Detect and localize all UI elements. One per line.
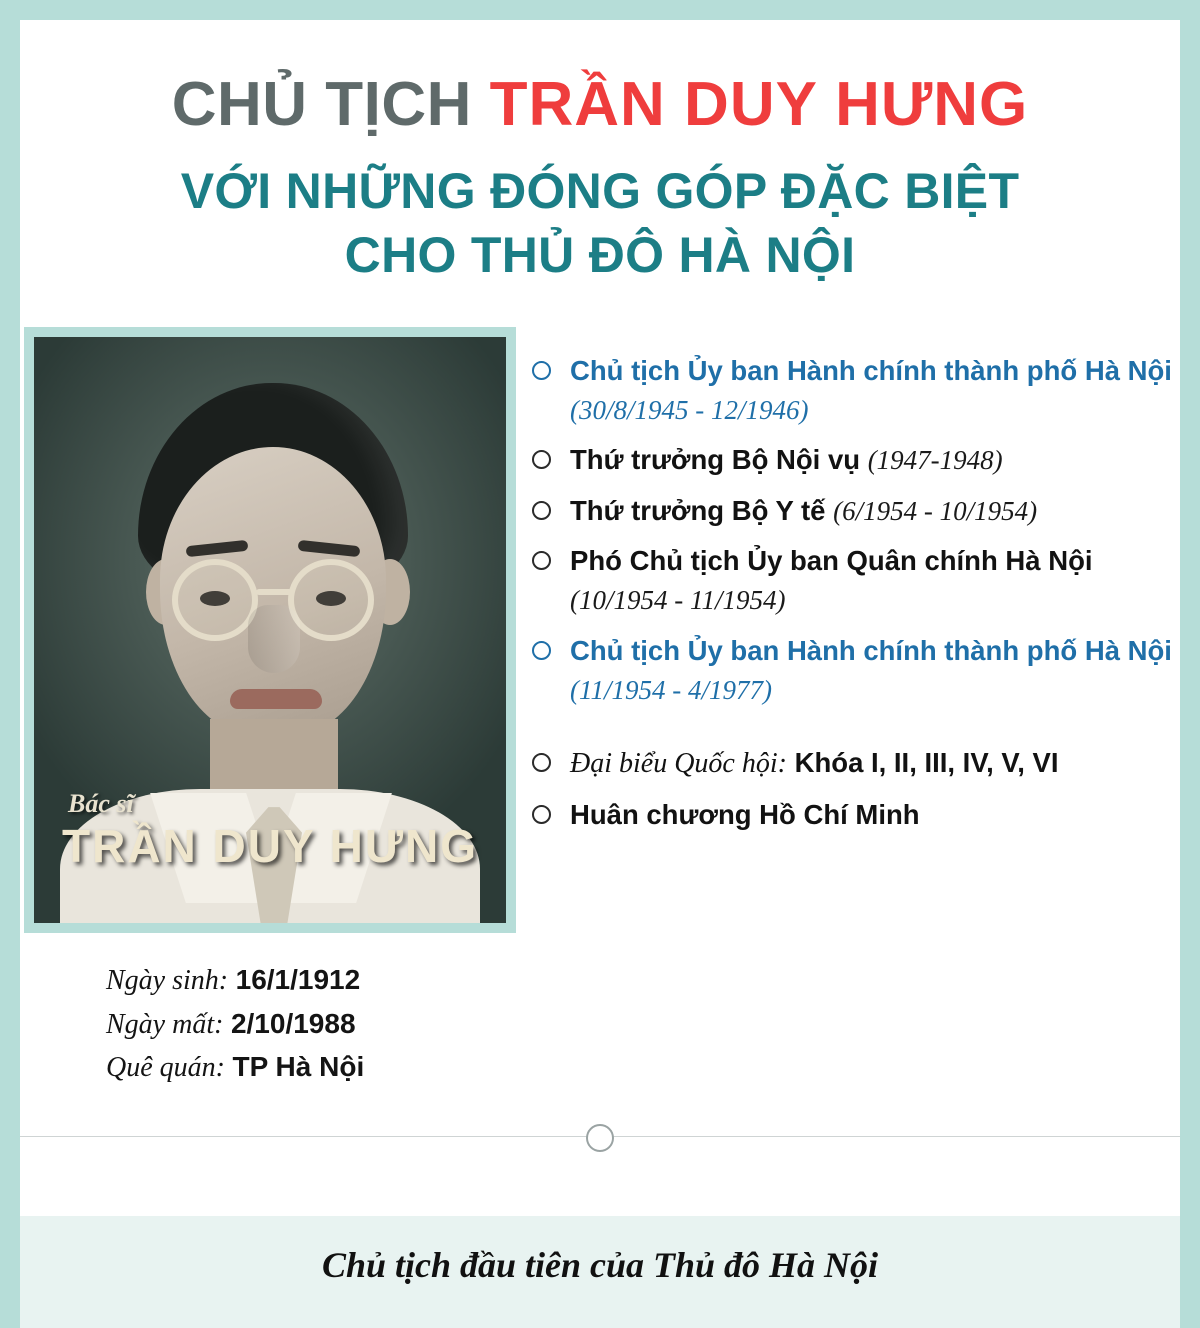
portrait-glasses-left [172, 559, 258, 641]
fact-label-birth: Ngày sinh: [106, 965, 229, 997]
list-item [530, 491, 1180, 530]
circle-bullet-icon [532, 361, 551, 380]
circle-bullet-icon [532, 551, 551, 570]
right-column [520, 327, 1180, 845]
body-area [20, 327, 1180, 1090]
circle-bullet-icon [532, 805, 551, 824]
role-title: Chủ tịch Ủy ban Hành chính thành phố Hà Nội [570, 355, 1172, 387]
role-title: Phó Chủ tịch Ủy ban Quân chính Hà Nội [570, 545, 1093, 577]
role-title: Chủ tịch Ủy ban Hành chính thành phố Hà Nội [570, 634, 1172, 666]
main-title-line [20, 72, 1180, 137]
photo-caption-large: TRẦN DUY HƯNG [62, 820, 478, 873]
section-divider [20, 1108, 1180, 1164]
photo-caption-small: Bác sĩ [68, 789, 134, 819]
list-item [530, 631, 1180, 709]
frame-border-left [0, 0, 20, 1328]
title-prefix: CHỦ TỊCH [171, 70, 472, 139]
frame-border-top [0, 0, 1200, 20]
title-person-name: TRẦN DUY HƯNG [489, 70, 1029, 139]
extra-role-label: Đại biểu Quốc hội: [570, 747, 787, 779]
extra-role-value: Khóa I, II, III, IV, V, VI [794, 746, 1059, 778]
portrait-glasses-bridge [256, 589, 292, 595]
frame-border-right [1180, 0, 1200, 1328]
fact-row-hometown [106, 1046, 520, 1090]
portrait-frame [24, 327, 516, 933]
role-period: (10/1954 - 11/1954) [570, 585, 786, 616]
biography-facts [24, 959, 520, 1090]
role-period: (30/8/1945 - 12/1946) [570, 395, 809, 426]
fact-row-birth [106, 959, 520, 1003]
fact-value-hometown: TP Hà Nội [232, 1051, 365, 1083]
subtitle-line-1: VỚI NHỮNG ĐÓNG GÓP ĐẶC BIỆT [180, 163, 1020, 220]
footer-caption: Chủ tịch đầu tiên của Thủ đô Hà Nội [321, 1245, 879, 1285]
role-title: Thứ trưởng Bộ Nội vụ [570, 444, 861, 476]
circle-bullet-icon [532, 501, 551, 520]
subtitle-line-2: CHO THỦ ĐÔ HÀ NỘI [344, 227, 856, 284]
roles-list [530, 351, 1180, 834]
role-title: Thứ trưởng Bộ Y tế [570, 494, 826, 526]
list-item [530, 541, 1180, 619]
portrait-photo [34, 337, 506, 923]
role-period: (6/1954 - 10/1954) [833, 495, 1038, 526]
fact-row-death [106, 1003, 520, 1047]
poster-content [20, 20, 1180, 1308]
fact-value-death: 2/10/1988 [230, 1007, 356, 1039]
list-item [530, 795, 1180, 834]
fact-value-birth: 16/1/1912 [235, 964, 361, 996]
circle-bullet-icon [532, 753, 551, 772]
extra-role-value: Huân chương Hồ Chí Minh [570, 798, 920, 830]
title-block [20, 20, 1180, 287]
fact-label-hometown: Quê quán: [106, 1052, 225, 1084]
role-period: (1947-1948) [867, 445, 1003, 476]
subtitle-block [20, 159, 1180, 287]
portrait-glasses-right [288, 559, 374, 641]
list-item [530, 351, 1180, 429]
circle-bullet-icon [532, 641, 551, 660]
portrait-nose [248, 605, 300, 673]
fact-label-death: Ngày mất: [106, 1008, 224, 1040]
portrait-mouth [230, 689, 322, 709]
list-item [530, 440, 1180, 479]
role-period: (11/1954 - 4/1977) [570, 674, 772, 705]
left-column [20, 327, 520, 1090]
circle-bullet-icon [532, 450, 551, 469]
footer-band [20, 1216, 1180, 1328]
divider-circle-icon [586, 1124, 614, 1152]
list-item [530, 743, 1180, 784]
